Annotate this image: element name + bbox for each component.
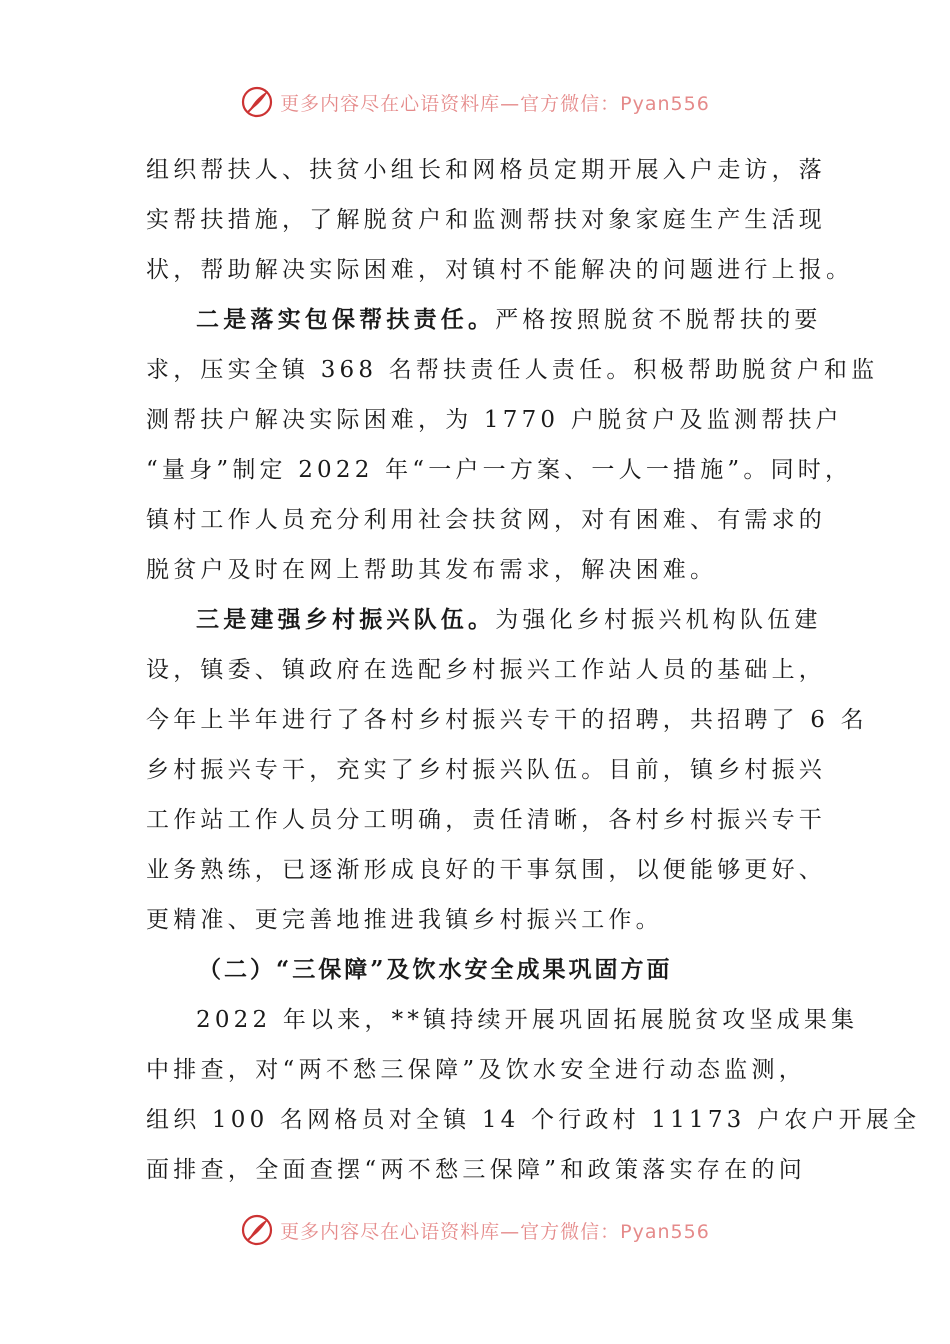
text-line: 工作站工作人员分工明确，责任清晰，各村乡村振兴专干: [146, 807, 826, 833]
text-line: “量身”制定 2022 年“一户一方案、一人一措施”。同时，: [146, 457, 853, 483]
text-line: 实帮扶措施，了解脱贫户和监测帮扶对象家庭生产生活现: [146, 207, 826, 233]
watermark-header: [0, 82, 950, 122]
text-line: 脱贫户及时在网上帮助其发布需求，解决困难。: [146, 557, 718, 583]
text-line: 镇村工作人员充分利用社会扶贫网，对有困难、有需求的: [146, 507, 826, 533]
text-span: 为强化乡村振兴机构队伍建: [495, 607, 822, 633]
text-line: 乡村振兴专干，充实了乡村振兴队伍。目前，镇乡村振兴: [146, 757, 826, 783]
text-span: 严格按照脱贫不脱帮扶的要: [495, 307, 822, 333]
text-line: 更精准、更完善地推进我镇乡村振兴工作。: [146, 907, 663, 933]
quill-logo-icon: [240, 1213, 274, 1247]
text-line: 面排查，全面查摆“两不愁三保障”和政策落实存在的问: [146, 1157, 806, 1183]
text-line: 状，帮助解决实际困难，对镇村不能解决的问题进行上报。: [146, 257, 854, 283]
paragraph-title: 三是建强乡村振兴队伍。: [196, 606, 496, 633]
watermark-footer: [0, 1210, 950, 1250]
paragraph-first-line: [146, 595, 822, 645]
text-line: 测帮扶户解决实际困难，为 1770 户脱贫户及监测帮扶户: [146, 407, 843, 433]
text-line: 组织 100 名网格员对全镇 14 个行政村 11173 户农户开展全: [146, 1107, 921, 1133]
paragraph-title: 二是落实包保帮扶责任。: [196, 306, 496, 333]
text-line: 业务熟练，已逐渐形成良好的干事氛围，以便能够更好、: [146, 857, 826, 883]
watermark-text: 更多内容尽在心语资料库—官方微信：Pyan556: [280, 1220, 710, 1243]
section-heading: （二）“三保障”及饮水安全成果巩固方面: [198, 956, 673, 983]
document-body: [146, 145, 921, 1195]
text-line: 组织帮扶人、扶贫小组长和网格员定期开展入户走访，落: [146, 157, 826, 183]
text-line: 设，镇委、镇政府在选配乡村振兴工作站人员的基础上，: [146, 657, 826, 683]
text-line: 2022 年以来，**镇持续开展巩固拓展脱贫攻坚成果集: [196, 1007, 859, 1033]
watermark-text: 更多内容尽在心语资料库—官方微信：Pyan556: [280, 92, 710, 115]
text-line: 今年上半年进行了各村乡村振兴专干的招聘，共招聘了 6 名: [146, 707, 868, 733]
quill-logo-icon: [240, 85, 274, 119]
text-line: 中排查，对“两不愁三保障”及饮水安全进行动态监测，: [146, 1057, 806, 1083]
text-line: 求，压实全镇 368 名帮扶责任人责任。积极帮助脱贫户和监: [146, 357, 879, 383]
paragraph-first-line: [146, 295, 822, 345]
